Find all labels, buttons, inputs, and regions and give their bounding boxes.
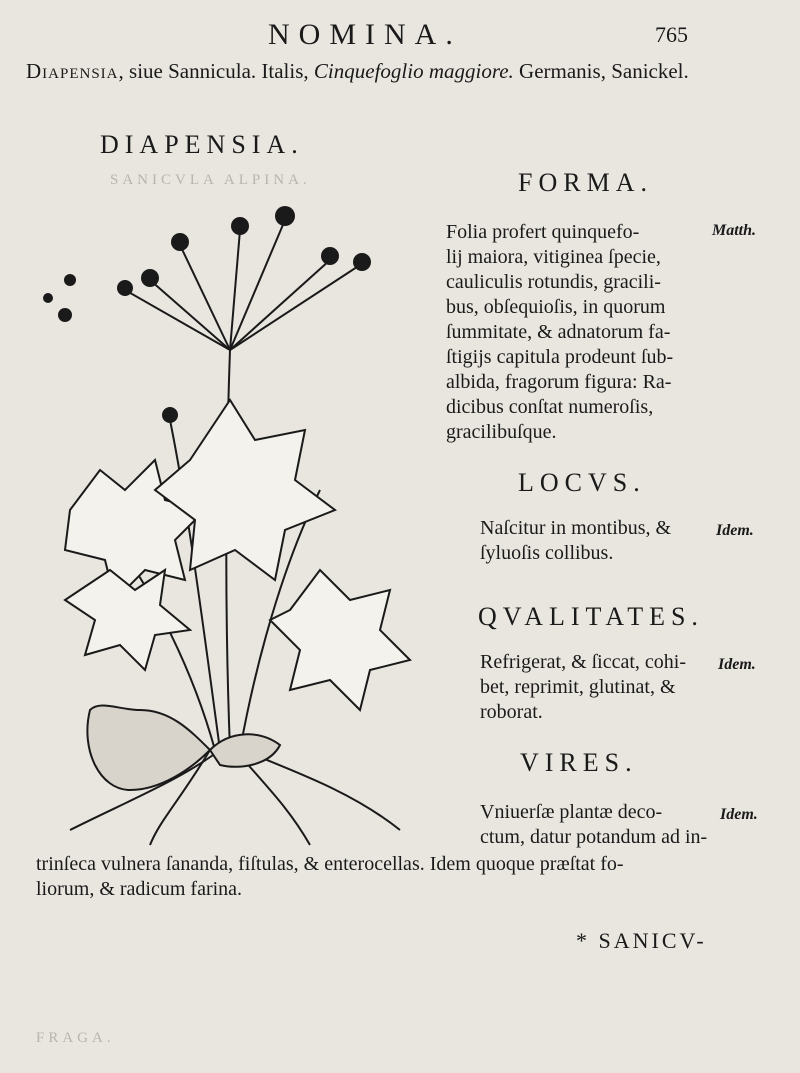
bleed-through-footer: FRAGA. xyxy=(36,1030,115,1046)
qualitates-line: bet, reprimit, glutinat, & xyxy=(480,676,676,698)
plant-woodcut-illustration xyxy=(30,190,420,850)
qualitates-line: Refrigerat, & ſiccat, cohi- xyxy=(480,651,687,673)
section-title-locus: LOCVS. xyxy=(518,468,646,497)
margin-note-forma: Matth. xyxy=(712,222,757,239)
vires-line: ctum, datur potandum ad in- xyxy=(480,826,708,848)
bleed-through-title: SANICVLA ALPINA. xyxy=(110,172,311,188)
locus-line: Naſcitur in montibus, & xyxy=(480,517,672,539)
forma-line: lij maiora, vitiginea ſpecie, xyxy=(446,246,661,268)
qualitates-paragraph xyxy=(480,650,686,725)
forma-line: albida, fragorum figura: Ra- xyxy=(446,371,672,393)
qualitates-line: roborat. xyxy=(480,701,543,723)
margin-note-qualitates: Idem. xyxy=(718,656,756,673)
vires-full-paragraph xyxy=(36,852,624,902)
intro-word-diapensia: Diapensia xyxy=(26,59,119,83)
header-title: NOMINA. xyxy=(268,18,462,51)
vires-full-line: liorum, & radicum farina. xyxy=(36,878,243,900)
forma-line: cauliculis rotundis, gracili- xyxy=(446,271,661,293)
vires-line: Vniuerſæ plantæ deco- xyxy=(480,801,663,823)
plant-title: DIAPENSIA. xyxy=(100,130,304,159)
section-title-qualitates: QVALITATES. xyxy=(478,602,704,631)
section-title-forma: FORMA. xyxy=(518,168,653,197)
forma-line: ſummitate, & adnatorum fa- xyxy=(446,321,671,343)
section-title-vires: VIRES. xyxy=(520,748,638,777)
catchword: * SANICV- xyxy=(576,928,707,953)
forma-line: ſtigijs capitula prodeunt ſub- xyxy=(446,346,674,368)
forma-line: Folia profert quinquefo- xyxy=(446,221,640,243)
forma-line: dicibus conſtat numeroſis, xyxy=(446,396,654,418)
locus-paragraph xyxy=(480,516,671,566)
margin-note-vires: Idem. xyxy=(720,806,758,823)
vires-paragraph xyxy=(480,800,707,850)
intro-italic: Cinquefoglio maggiore. xyxy=(313,59,514,83)
forma-line: bus, obſequioſis, in quorum xyxy=(446,296,666,318)
vires-full-line: trinſeca vulnera ſananda, fiſtulas, & enterocellas. Idem quoque præſtat fo- xyxy=(36,853,624,875)
intro-paragraph xyxy=(26,58,786,85)
intro-text-1: , siue Sannicula. Italis, xyxy=(118,59,314,83)
page-number: 765 xyxy=(655,22,688,47)
intro-text-2: Germanis, Sanickel. xyxy=(513,59,689,83)
forma-paragraph xyxy=(446,220,673,445)
locus-line: ſyluoſis collibus. xyxy=(480,542,614,564)
forma-line: gracilibuſque. xyxy=(446,421,557,443)
margin-note-locus: Idem. xyxy=(716,522,754,539)
